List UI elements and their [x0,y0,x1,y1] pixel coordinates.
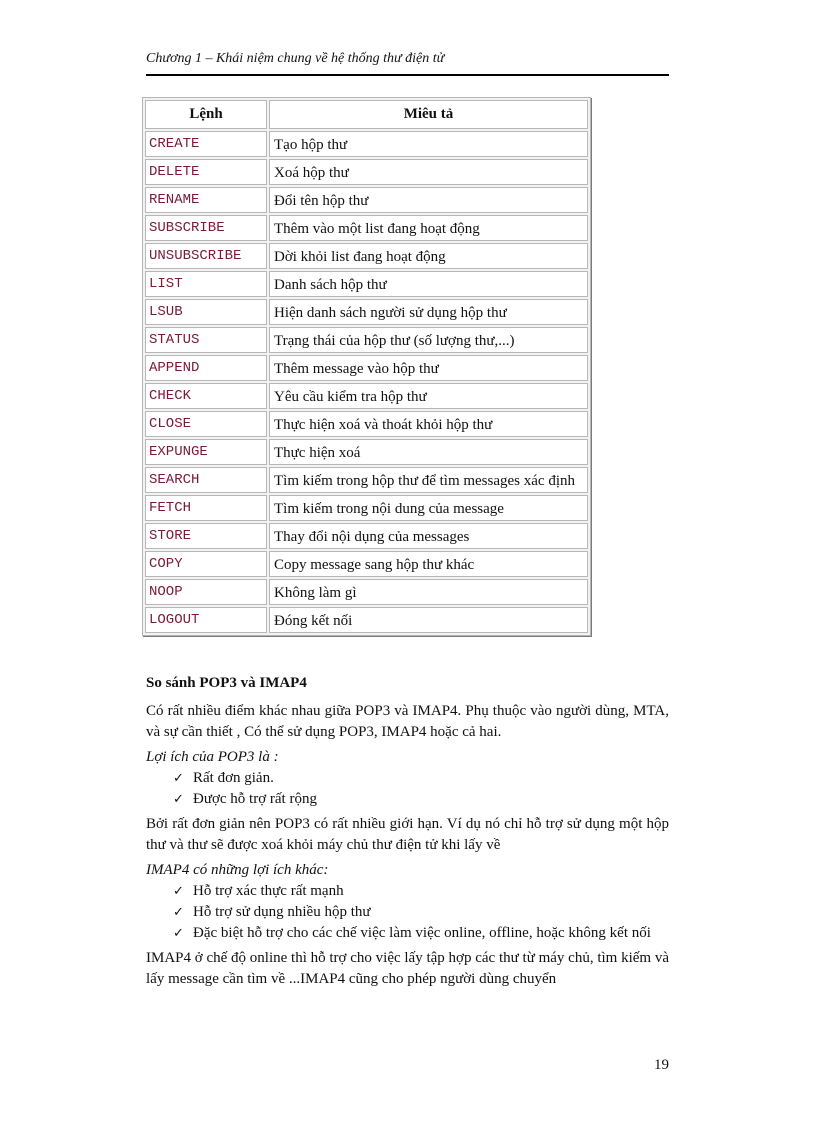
table-row [145,411,588,437]
table-row [145,467,588,493]
description-cell: Tạo hộp thư [269,131,588,157]
description-cell: Đóng kết nối [269,607,588,633]
command-cell: LSUB [145,299,267,325]
table-row [145,355,588,381]
table-row [145,383,588,409]
command-cell: LOGOUT [145,607,267,633]
description-cell: Đổi tên hộp thư [269,187,588,213]
table-row [145,271,588,297]
checkmark-icon: ✓ [173,792,184,807]
table-row [145,159,588,185]
pop3-benefits-list [146,768,669,810]
description-cell: Thay đổi nội dụng của messages [269,523,588,549]
table-row [145,579,588,605]
command-cell: EXPUNGE [145,439,267,465]
command-cell: STATUS [145,327,267,353]
description-cell: Copy message sang hộp thư khác [269,551,588,577]
description-cell: Hiện danh sách người sử dụng hộp thư [269,299,588,325]
list-item-text: Rất đơn giản. [193,770,274,786]
command-cell: SEARCH [145,467,267,493]
column-header-command: Lệnh [145,100,267,129]
header-divider [146,74,669,76]
command-cell: CLOSE [145,411,267,437]
list-item [173,881,669,902]
list-item [173,768,669,789]
command-cell: SUBSCRIBE [145,215,267,241]
table-row [145,439,588,465]
table-row [145,607,588,633]
command-cell: LIST [145,271,267,297]
command-cell: UNSUBSCRIBE [145,243,267,269]
checkmark-icon: ✓ [173,926,184,941]
imap-commands-table [142,97,591,636]
checkmark-icon: ✓ [173,771,184,786]
page-header-title: Chương 1 – Khái niệm chung về hệ thống thư điện tử [146,51,445,66]
table-row [145,495,588,521]
pop3-benefits-label: Lợi ích của POP3 là : [146,749,279,765]
description-cell: Dời khỏi list đang hoạt động [269,243,588,269]
table-header-row [145,100,588,129]
command-cell: RENAME [145,187,267,213]
description-cell: Xoá hộp thư [269,159,588,185]
checkmark-icon: ✓ [173,905,184,920]
imap4-benefits-list [146,881,669,944]
table-row [145,523,588,549]
imap4-benefits-label: IMAP4 có những lợi ích khác: [146,862,329,878]
command-cell: FETCH [145,495,267,521]
description-cell: Thêm vào một list đang hoạt động [269,215,588,241]
command-cell: CHECK [145,383,267,409]
command-cell: APPEND [145,355,267,381]
table-row [145,187,588,213]
command-cell: NOOP [145,579,267,605]
command-cell: STORE [145,523,267,549]
description-cell: Thực hiện xoá và thoát khỏi hộp thư [269,411,588,437]
table-row [145,215,588,241]
description-cell: Không làm gì [269,579,588,605]
table-row [145,551,588,577]
description-cell: Tìm kiếm trong nội dung của message [269,495,588,521]
description-cell: Tìm kiếm trong hộp thư để tìm messages xác định [269,467,588,493]
list-item [173,923,669,944]
closing-paragraph: IMAP4 ở chế độ online thì hỗ trợ cho việc lấy tập hợp các thư từ máy chủ, tìm kiếm và lấy message cần tìm về ...IMAP4 cũng cho phép người dùng chuyển [146,950,669,987]
description-cell: Danh sách hộp thư [269,271,588,297]
list-item-text: Được hỗ trợ rất rộng [193,791,317,807]
comparison-section [146,673,669,994]
list-item [173,789,669,810]
pop3-limits-paragraph: Bởi rất đơn giản nên POP3 có rất nhiều giới hạn. Ví dụ nó chỉ hỗ trợ sử dụng một hộp thư và thư sẽ được xoá khỏi máy chủ thư điện tử khi lấy về [146,816,669,853]
description-cell: Thêm message vào hộp thư [269,355,588,381]
description-cell: Yêu cầu kiểm tra hộp thư [269,383,588,409]
column-header-description: Miêu tả [269,100,588,129]
table-row [145,299,588,325]
command-cell: CREATE [145,131,267,157]
list-item [173,902,669,923]
list-item-text: Hỗ trợ xác thực rất mạnh [193,883,344,899]
description-cell: Trạng thái của hộp thư (số lượng thư,...) [269,327,588,353]
table-row [145,131,588,157]
command-cell: DELETE [145,159,267,185]
list-item-text: Đặc biệt hỗ trợ cho các chế việc làm việc online, offline, hoặc không kết nối [193,925,651,941]
section-heading: So sánh POP3 và IMAP4 [146,675,307,691]
checkmark-icon: ✓ [173,884,184,899]
table-row [145,243,588,269]
table-row [145,327,588,353]
page-number: 19 [654,1057,669,1073]
command-cell: COPY [145,551,267,577]
intro-paragraph: Có rất nhiều điểm khác nhau giữa POP3 và IMAP4. Phụ thuộc vào người dùng, MTA, và sự cần thiết , Có thể sử dụng POP3, IMAP4 hoặc cả hai. [146,703,669,740]
description-cell: Thực hiện xoá [269,439,588,465]
list-item-text: Hỗ trợ sử dụng nhiều hộp thư [193,904,371,920]
